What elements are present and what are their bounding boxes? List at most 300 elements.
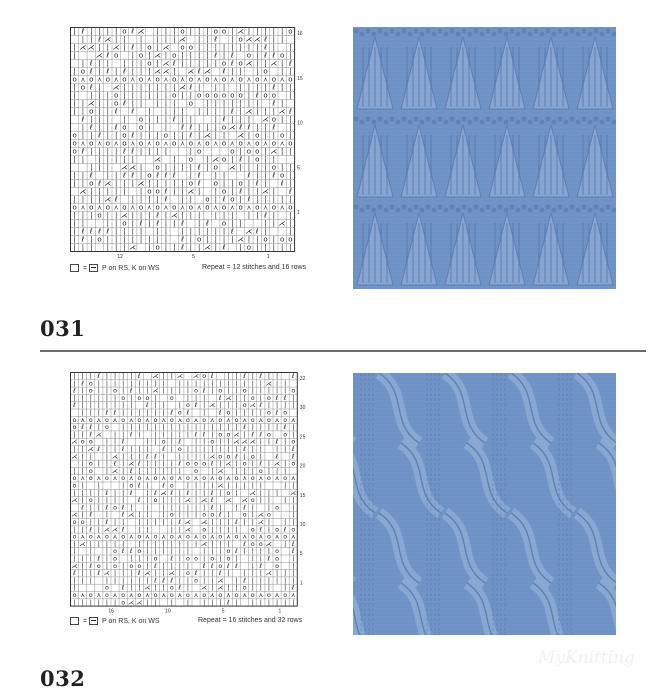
- chart-symbol: |: [181, 91, 184, 100]
- chart-symbol: |: [211, 380, 214, 388]
- chart-symbol: ℓ: [202, 387, 206, 395]
- chart-symbol: o: [218, 533, 223, 541]
- chart-symbol: o: [255, 147, 260, 156]
- chart-symbol: ℓ: [178, 438, 182, 446]
- chart-symbol: |: [292, 555, 295, 563]
- chart-symbol: |: [178, 548, 181, 556]
- chart-symbol: ⋌: [203, 243, 211, 252]
- chart-symbol: |: [259, 424, 262, 432]
- chart-symbol: |: [114, 147, 118, 156]
- chart-symbol: |: [231, 35, 234, 44]
- chart-symbol: ℓ: [131, 27, 135, 36]
- chart-symbol: |: [239, 99, 242, 108]
- chart-symbol: ℓ: [202, 562, 206, 570]
- chart-symbol: |: [170, 548, 173, 556]
- chart-symbol: o: [137, 592, 142, 599]
- chart-symbol: |: [280, 115, 284, 124]
- chart-symbol: |: [131, 67, 134, 76]
- chart-symbol: |: [235, 526, 238, 534]
- chart-symbol: ⋏: [226, 592, 231, 599]
- chart-symbol: |: [148, 123, 151, 132]
- chart-symbol: |: [178, 540, 181, 548]
- chart-symbol: |: [178, 555, 181, 563]
- chart-symbol: |: [203, 453, 206, 461]
- chart-symbol: |: [106, 147, 110, 156]
- chart-symbol: |: [131, 179, 134, 188]
- chart-symbol: |: [256, 211, 259, 220]
- chart-symbol: o: [72, 75, 77, 84]
- chart-symbol: |: [81, 211, 85, 220]
- chart-symbol: |: [130, 394, 133, 402]
- chart-symbol: ℓ: [98, 227, 102, 236]
- chart-symbol: ℓ: [164, 187, 168, 196]
- chart-symbol: o: [122, 123, 127, 132]
- chart-symbol: |: [139, 131, 143, 140]
- chart-symbol: |: [243, 394, 246, 402]
- chart-symbol: ⋏: [226, 416, 231, 424]
- chart-symbol: |: [272, 195, 276, 204]
- chart-symbol: |: [178, 511, 181, 519]
- chart-symbol: |: [138, 387, 141, 395]
- chart-symbol: o: [186, 416, 190, 424]
- chart-symbol: ⋏: [262, 203, 269, 212]
- chart-symbol: |: [267, 402, 271, 410]
- chart-symbol: o: [172, 75, 177, 84]
- chart-symbol: ℓ: [255, 91, 259, 100]
- chart-symbol: o: [238, 203, 243, 212]
- chart-symbol: |: [284, 570, 287, 578]
- chart-symbol: o: [263, 91, 268, 100]
- chart-symbol: |: [275, 387, 279, 395]
- chart-symbol: ℓ: [154, 562, 157, 570]
- chart-symbol: o: [218, 475, 223, 483]
- chart-symbol: ℓ: [235, 548, 238, 556]
- chart-symbol: |: [194, 446, 198, 453]
- chart-symbol: |: [194, 424, 198, 432]
- chart-symbol: o: [194, 460, 198, 468]
- chart-symbol: |: [178, 453, 181, 461]
- chart-symbol: |: [89, 540, 92, 548]
- chart-symbol: |: [194, 540, 198, 548]
- chart-symbol: ⋏: [226, 533, 231, 541]
- chart-symbol: ⋌: [120, 163, 128, 172]
- chart-symbol: ⋏: [193, 475, 199, 483]
- chart-symbol: |: [73, 99, 76, 108]
- chart-symbol: o: [72, 147, 77, 156]
- chart-symbol: ℓ: [164, 171, 168, 180]
- chart-symbol: |: [113, 438, 117, 446]
- chart-symbol: ⋏: [113, 203, 119, 212]
- chart-symbol: ℓ: [235, 519, 238, 526]
- chart-symbol: o: [267, 416, 271, 424]
- chart-symbol: |: [247, 99, 251, 108]
- chart-symbol: ℓ: [121, 504, 125, 512]
- chart-symbol: ⋌: [137, 179, 145, 188]
- chart-symbol: |: [148, 67, 151, 76]
- chart-symbol: |: [81, 243, 85, 252]
- chart-symbol: |: [170, 599, 173, 607]
- chart-symbol: |: [203, 402, 206, 410]
- chart-symbol: |: [178, 380, 181, 388]
- chart-symbol: ⋌: [245, 227, 253, 236]
- chart-symbol: |: [105, 467, 109, 475]
- chart-symbol: |: [251, 446, 254, 453]
- chart-symbol: o: [255, 203, 260, 212]
- chart-symbol: |: [203, 380, 206, 388]
- chart-symbol: |: [292, 519, 295, 526]
- chart-symbol: |: [138, 409, 141, 417]
- repeat-text-031: Repeat = 12 stitches and 16 rows: [202, 264, 307, 271]
- chart-symbol: ⋌: [154, 155, 162, 164]
- chart-symbol: ⋏: [161, 475, 166, 483]
- chart-symbol: |: [189, 211, 193, 220]
- chart-symbol: ℓ: [89, 431, 93, 439]
- chart-symbol: |: [146, 599, 149, 607]
- chart-symbol: |: [214, 83, 217, 92]
- chart-symbol: ℓ: [156, 211, 160, 220]
- chart-symbol: |: [138, 540, 141, 548]
- chart-symbol: ⋌: [241, 497, 248, 505]
- chart-symbol: |: [235, 482, 238, 490]
- chart-symbol: |: [154, 424, 157, 432]
- column-number: 16: [108, 608, 114, 615]
- chart-symbol: |: [284, 387, 287, 395]
- chart-symbol: |: [98, 107, 101, 116]
- chart-symbol: ℓ: [272, 83, 276, 92]
- chart-symbol: ℓ: [81, 504, 84, 512]
- chart-symbol: ℓ: [194, 570, 198, 578]
- chart-symbol: ⋏: [128, 592, 134, 599]
- chart-symbol: |: [206, 123, 209, 132]
- chart-symbol: ℓ: [255, 227, 259, 236]
- chart-symbol: |: [131, 195, 134, 204]
- chart-symbol: |: [156, 235, 159, 244]
- chart-symbol: |: [211, 526, 214, 534]
- chart-symbol: |: [131, 91, 134, 100]
- chart-symbol: |: [214, 227, 217, 236]
- legend-text: P on RS, K on WS: [102, 617, 160, 625]
- chart-symbol: |: [105, 511, 109, 519]
- chart-symbol: ⋌: [136, 599, 143, 607]
- chart-symbol: |: [97, 394, 100, 402]
- chart-symbol: |: [130, 555, 133, 563]
- chart-symbol: |: [214, 123, 217, 132]
- chart-symbol: ⋌: [257, 511, 264, 519]
- chart-symbol: |: [219, 438, 222, 446]
- chart-symbol: o: [97, 211, 102, 220]
- chart-symbol: ℓ: [81, 147, 85, 156]
- chart-symbol: |: [173, 99, 176, 108]
- chart-symbol: o: [194, 467, 198, 475]
- chart-symbol: |: [289, 131, 292, 140]
- chart-symbol: ℓ: [178, 460, 182, 468]
- chart-symbol: |: [203, 394, 206, 402]
- chart-symbol: |: [139, 187, 143, 196]
- chart-symbol: |: [154, 409, 157, 417]
- chart-symbol: |: [235, 504, 238, 512]
- chart-symbol: ⋏: [145, 592, 150, 599]
- chart-symbol: ℓ: [230, 59, 234, 68]
- chart-symbol: ℓ: [275, 438, 279, 446]
- chart-symbol: |: [259, 497, 262, 505]
- chart-symbol: |: [146, 555, 149, 563]
- chart-symbol: |: [178, 570, 181, 578]
- chart-symbol: |: [162, 431, 165, 439]
- chart-symbol: |: [186, 504, 190, 512]
- chart-symbol: |: [173, 243, 176, 252]
- chart-symbol: |: [227, 402, 230, 410]
- chart-symbol: |: [206, 227, 209, 236]
- chart-symbol: |: [156, 83, 159, 92]
- chart-symbol: |: [154, 548, 157, 556]
- chart-symbol: |: [194, 438, 198, 446]
- chart-symbol: |: [251, 482, 254, 490]
- chart-symbol: |: [289, 243, 292, 252]
- chart-symbol: |: [264, 59, 267, 68]
- chart-symbol: o: [105, 416, 109, 424]
- chart-symbol: |: [90, 35, 93, 44]
- chart-symbol: o: [210, 438, 215, 446]
- chart-symbol: |: [170, 467, 173, 475]
- chart-symbol: ⋌: [270, 59, 278, 68]
- chart-symbol: |: [81, 155, 85, 164]
- chart-symbol: o: [188, 75, 193, 84]
- chart-symbol: o: [147, 171, 152, 180]
- chart-symbol: o: [275, 562, 279, 570]
- chart-symbol: ℓ: [114, 107, 118, 116]
- chart-symbol: ⋏: [177, 416, 183, 424]
- chart-symbol: o: [210, 511, 215, 519]
- chart-symbol: |: [81, 526, 84, 534]
- chart-symbol: ⋏: [279, 75, 285, 84]
- chart-symbol: |: [73, 555, 76, 563]
- chart-symbol: o: [172, 139, 177, 148]
- chart-symbol: o: [105, 533, 109, 541]
- chart-symbol: |: [272, 107, 276, 116]
- chart-symbol: o: [186, 592, 190, 599]
- chart-symbol: |: [105, 446, 109, 453]
- chart-symbol: |: [73, 489, 76, 497]
- chart-symbol: |: [292, 570, 295, 578]
- chart-symbol: ℓ: [255, 179, 259, 188]
- chart-symbol: |: [114, 171, 118, 180]
- chart-symbol: |: [214, 59, 217, 68]
- chart-symbol: o: [163, 131, 169, 140]
- chart-symbol: ⋏: [274, 416, 280, 424]
- chart-symbol: |: [146, 438, 149, 446]
- chart-symbol: o: [121, 592, 126, 599]
- chart-symbol: |: [292, 431, 295, 439]
- chart-symbol: o: [186, 460, 190, 468]
- chart-symbol: |: [231, 211, 234, 220]
- chart-symbol: ⋏: [213, 203, 219, 212]
- chart-symbol: |: [178, 424, 181, 432]
- chart-symbol: |: [156, 35, 159, 44]
- chart-symbol: |: [114, 131, 118, 140]
- chart-symbol: o: [80, 438, 85, 446]
- chart-symbol: ⋌: [209, 453, 216, 461]
- chart-symbol: |: [98, 115, 101, 124]
- chart-symbol: |: [73, 373, 76, 380]
- chart-symbol: o: [105, 475, 109, 483]
- chart-symbol: o: [105, 139, 110, 148]
- chart-symbol: |: [235, 373, 238, 380]
- chart-symbol: |: [105, 460, 109, 468]
- chart-symbol: ⋌: [87, 43, 95, 52]
- chart-symbol: |: [81, 460, 84, 468]
- pattern-number-032: 032: [40, 666, 86, 691]
- chart-symbol: |: [186, 387, 190, 395]
- chart-symbol: |: [235, 460, 238, 468]
- chart-symbol: |: [186, 599, 190, 607]
- chart-symbol: |: [130, 424, 133, 432]
- chart-symbol: ⋏: [213, 139, 219, 148]
- chart-symbol: |: [73, 179, 76, 188]
- chart-symbol: |: [105, 394, 109, 402]
- chart-symbol: |: [138, 424, 141, 432]
- chart-symbol: |: [256, 83, 259, 92]
- chart-symbol: o: [89, 179, 94, 188]
- chart-symbol: |: [138, 526, 141, 534]
- chart-symbol: ⋌: [201, 497, 208, 505]
- chart-symbol: |: [81, 123, 85, 132]
- chart-symbol: ⋌: [104, 179, 112, 188]
- chart-symbol: ⋏: [163, 203, 169, 212]
- chart-symbol: o: [218, 416, 223, 424]
- chart-symbol: |: [256, 171, 259, 180]
- chart-symbol: |: [130, 402, 133, 410]
- chart-symbol: ℓ: [81, 27, 85, 36]
- chart-symbol: |: [106, 99, 110, 108]
- chart-symbol: |: [289, 211, 292, 220]
- chart-symbol: |: [194, 453, 198, 461]
- chart-symbol: o: [288, 139, 293, 148]
- chart-symbol: |: [122, 570, 125, 578]
- chart-symbol: ⋌: [104, 195, 112, 204]
- chart-symbol: ⋏: [96, 533, 102, 541]
- chart-symbol: |: [231, 99, 234, 108]
- chart-symbol: ⋌: [237, 235, 245, 244]
- chart-symbol: ℓ: [172, 115, 176, 124]
- chart-symbol: ⋌: [217, 584, 224, 592]
- chart-symbol: |: [267, 504, 271, 512]
- chart-symbol: ℓ: [210, 373, 214, 380]
- chart-symbol: |: [73, 91, 76, 100]
- chart-symbol: |: [131, 99, 134, 108]
- chart-symbol: o: [271, 203, 276, 212]
- chart-symbol: o: [221, 187, 227, 196]
- chart-symbol: |: [138, 511, 141, 519]
- chart-symbol: o: [153, 533, 158, 541]
- chart-symbol: ℓ: [219, 409, 222, 417]
- chart-symbol: |: [81, 489, 84, 497]
- chart-symbol: ℓ: [267, 555, 271, 563]
- chart-symbol: |: [89, 577, 92, 585]
- chart-symbol: o: [250, 592, 255, 599]
- chart-symbol: |: [156, 131, 159, 140]
- chart-symbol: o: [89, 75, 94, 84]
- chart-symbol: o: [197, 91, 202, 100]
- chart-symbol: |: [130, 570, 133, 578]
- chart-symbol: o: [72, 533, 77, 541]
- chart-symbol: o: [88, 592, 93, 599]
- chart-symbol: |: [146, 577, 149, 585]
- chart-symbol: ⋌: [265, 540, 273, 548]
- chart-symbol: ⋏: [258, 592, 264, 599]
- chart-symbol: ℓ: [205, 219, 209, 228]
- chart-symbol: o: [72, 475, 77, 483]
- chart-symbol: ℓ: [247, 171, 251, 180]
- chart-symbol: |: [90, 243, 93, 252]
- chart-symbol: ⋏: [193, 592, 199, 599]
- chart-symbol: |: [146, 504, 149, 512]
- chart-symbol: |: [154, 394, 157, 402]
- chart-symbol: |: [280, 243, 284, 252]
- chart-symbol: o: [197, 235, 202, 244]
- chart-symbol: |: [106, 163, 110, 172]
- chart-symbol: |: [211, 446, 214, 453]
- chart-symbol: ℓ: [186, 489, 190, 497]
- chart-symbol: |: [122, 497, 125, 505]
- chart-symbol: |: [73, 235, 76, 244]
- chart-symbol: |: [222, 99, 226, 108]
- chart-symbol: ℓ: [170, 577, 174, 585]
- chart-symbol: ℓ: [105, 489, 109, 497]
- chart-symbol: |: [227, 446, 230, 453]
- chart-symbol: |: [81, 59, 85, 68]
- chart-symbol: o: [205, 75, 210, 84]
- chart-symbol: |: [197, 83, 201, 92]
- chart-symbol: |: [256, 243, 259, 252]
- chart-symbol: |: [280, 27, 284, 36]
- chart-symbol: |: [222, 131, 226, 140]
- chart-symbol: |: [113, 489, 117, 497]
- chart-symbol: |: [156, 179, 159, 188]
- chart-symbol: ℓ: [264, 51, 268, 60]
- chart-symbol: o: [137, 548, 142, 556]
- chart-symbol: |: [251, 373, 254, 380]
- chart-symbol: |: [89, 402, 92, 410]
- chart-symbol: |: [264, 195, 267, 204]
- swatch-photo-032: [353, 373, 616, 635]
- chart-symbol: o: [186, 555, 190, 563]
- chart-symbol: o: [234, 416, 239, 424]
- row-number: 15: [299, 492, 306, 499]
- chart-symbol: |: [219, 424, 222, 432]
- chart-symbol: o: [137, 394, 142, 402]
- chart-symbol: |: [81, 599, 84, 607]
- column-number: 5: [221, 608, 225, 615]
- chart-symbol: ℓ: [291, 453, 295, 461]
- chart-symbol: o: [218, 562, 223, 570]
- chart-symbol: ⋌: [103, 526, 111, 534]
- chart-symbol: ⋌: [241, 438, 248, 446]
- chart-symbol: ⋏: [258, 416, 264, 424]
- chart-symbol: |: [264, 27, 267, 36]
- chart-symbol: |: [231, 155, 234, 164]
- chart-symbol: ⋌: [253, 35, 261, 44]
- chart-symbol: ⋏: [146, 75, 152, 84]
- chart-symbol: |: [170, 504, 173, 512]
- chart-symbol: o: [221, 27, 227, 36]
- chart-symbol: ℓ: [178, 584, 182, 592]
- chart-symbol: ℓ: [197, 179, 201, 188]
- chart-symbol: o: [105, 592, 109, 599]
- chart-symbol: |: [284, 584, 287, 592]
- chart-symbol: |: [131, 59, 134, 68]
- chart-symbol: ⋌: [225, 394, 232, 402]
- chart-symbol: |: [122, 409, 125, 417]
